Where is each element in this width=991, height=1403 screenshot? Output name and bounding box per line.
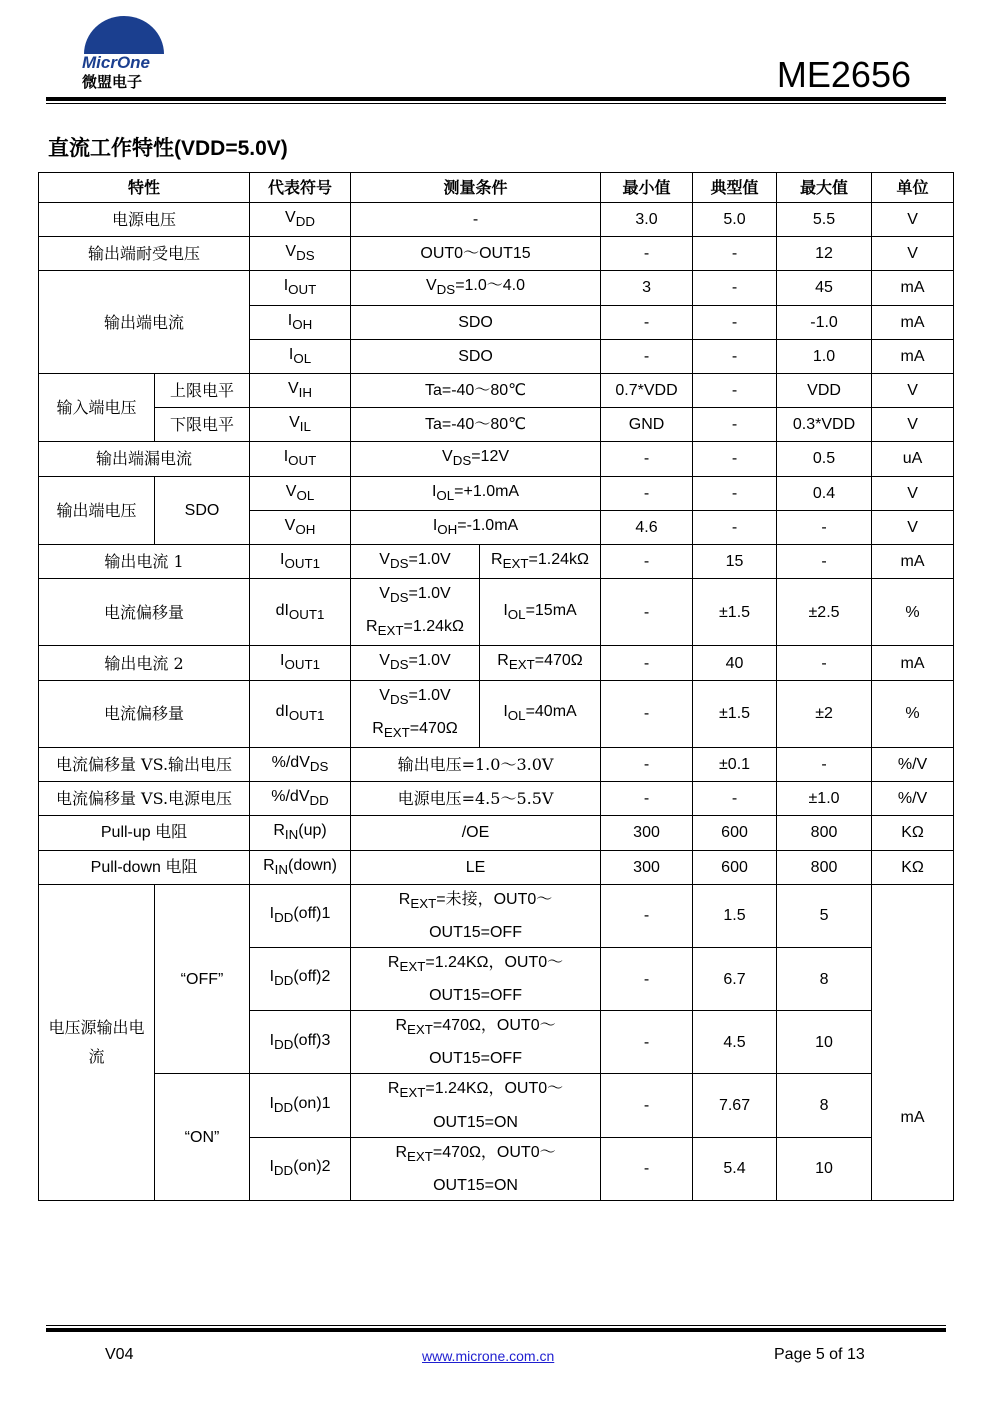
unit: %/V (872, 782, 954, 816)
condition: $I_{OH}=-1.0mA$ (351, 510, 601, 544)
table-row (39, 271, 954, 305)
symbol: $V_{IL}$ (250, 408, 351, 442)
symbol: $V_{DD}$ (250, 203, 351, 237)
typ-value: 15 (693, 544, 777, 578)
max-value: ±1.0 (777, 782, 872, 816)
min-value: GND (601, 408, 693, 442)
unit: mA (872, 884, 954, 1200)
param-name: 输出电流 2 (39, 646, 250, 680)
max-value: 5.5 (777, 203, 872, 237)
param-group-name: 电压源输出电流 (39, 884, 155, 1200)
table-row (39, 646, 954, 680)
col-header-typ: 典型值 (693, 173, 777, 203)
min-value: - (601, 579, 693, 646)
typ-value: - (693, 271, 777, 305)
min-value: 3.0 (601, 203, 693, 237)
symbol: $I_{OUT}$ (250, 271, 351, 305)
min-value: - (601, 782, 693, 816)
max-value: 45 (777, 271, 872, 305)
col-header-max: 最大值 (777, 173, 872, 203)
condition-a: $V_{DS}=1.0V$ $R_{EXT}=1.24k\Omega$ (351, 579, 480, 646)
min-value: - (601, 1074, 693, 1137)
unit: mA (872, 646, 954, 680)
typ-value: 6.7 (693, 947, 777, 1010)
min-value: - (601, 884, 693, 947)
typ-value: ±1.5 (693, 680, 777, 747)
unit: V (872, 237, 954, 271)
table-row (39, 579, 954, 646)
typ-value: 7.67 (693, 1074, 777, 1137)
max-value: 8 (777, 947, 872, 1010)
typ-value: - (693, 442, 777, 476)
param-name: 电流偏移量 (39, 579, 250, 646)
min-value: 300 (601, 816, 693, 850)
min-value: - (601, 476, 693, 510)
table-header-row (39, 173, 954, 203)
table-row (39, 816, 954, 850)
condition: - (351, 203, 601, 237)
col-header-unit: 单位 (872, 173, 954, 203)
symbol: $V_{OH}$ (250, 510, 351, 544)
symbol: $I_{OUT1}$ (250, 646, 351, 680)
symbol: $I_{OL}$ (250, 339, 351, 373)
condition: $I_{OL}=+1.0mA$ (351, 476, 601, 510)
col-header-min: 最小值 (601, 173, 693, 203)
unit: mA (872, 544, 954, 578)
min-value: - (601, 305, 693, 339)
state-label-on: “ON” (155, 1074, 250, 1200)
param-name: Pull-up 电阻 (39, 816, 250, 850)
param-group-name: 输出端电流 (39, 271, 250, 374)
condition-a: $V_{DS}=1.0V$ (351, 646, 480, 680)
typ-value: - (693, 408, 777, 442)
min-value: - (601, 947, 693, 1010)
col-header-symbol: 代表符号 (250, 173, 351, 203)
condition-b: $I_{OL}=15mA$ (480, 579, 601, 646)
table-row (39, 237, 954, 271)
condition: $R_{EXT}=470\Omega$，OUT0～ OUT15=ON (351, 1137, 601, 1200)
condition-a: $V_{DS}=1.0V$ (351, 544, 480, 578)
typ-value: 4.5 (693, 1011, 777, 1074)
min-value: - (601, 1011, 693, 1074)
symbol: $I_{OUT}$ (250, 442, 351, 476)
typ-value: 600 (693, 816, 777, 850)
header-rule-thin (46, 103, 946, 104)
typ-value: 40 (693, 646, 777, 680)
condition: Ta=-40～80℃ (351, 373, 601, 407)
typ-value: ±0.1 (693, 748, 777, 782)
page-number: Page 5 of 13 (774, 1346, 865, 1363)
param-name: 电流偏移量 VS.输出电压 (39, 748, 250, 782)
max-value: 800 (777, 850, 872, 884)
condition: 输出电压=1.0～3.0V (351, 748, 601, 782)
max-value: 10 (777, 1011, 872, 1074)
table-row (39, 203, 954, 237)
condition: 电源电压=4.5～5.5V (351, 782, 601, 816)
symbol: $I_{OUT1}$ (250, 544, 351, 578)
typ-value: - (693, 373, 777, 407)
symbol: $R_{IN}(up)$ (250, 816, 351, 850)
min-value: - (601, 544, 693, 578)
condition-a: $V_{DS}=1.0V$ $R_{EXT}=470\Omega$ (351, 680, 480, 747)
max-value: 10 (777, 1137, 872, 1200)
typ-value: - (693, 476, 777, 510)
condition-b: $R_{EXT}=470\Omega$ (480, 646, 601, 680)
max-value: - (777, 544, 872, 578)
symbol: $I_{DD}(on)1$ (250, 1074, 351, 1137)
condition-b: $R_{EXT}=1.24k\Omega$ (480, 544, 601, 578)
unit: V (872, 408, 954, 442)
table-row (39, 850, 954, 884)
typ-value: - (693, 782, 777, 816)
table-row (39, 476, 954, 510)
param-subname: 上限电平 (155, 373, 250, 407)
table-row (39, 680, 954, 747)
symbol: $V_{OL}$ (250, 476, 351, 510)
min-value: 3 (601, 271, 693, 305)
max-value: - (777, 510, 872, 544)
param-name: 电流偏移量 (39, 680, 250, 747)
condition: LE (351, 850, 601, 884)
unit: mA (872, 339, 954, 373)
param-name: 输出端漏电流 (39, 442, 250, 476)
symbol: $V_{DS}$ (250, 237, 351, 271)
unit: % (872, 579, 954, 646)
param-name: 电源电压 (39, 203, 250, 237)
symbol: $dI_{OUT1}$ (250, 579, 351, 646)
max-value: - (777, 748, 872, 782)
min-value: - (601, 680, 693, 747)
max-value: 5 (777, 884, 872, 947)
footer-rule-thin (46, 1325, 946, 1326)
max-value: 0.4 (777, 476, 872, 510)
typ-value: 5.4 (693, 1137, 777, 1200)
min-value: 0.7*VDD (601, 373, 693, 407)
typ-value: - (693, 305, 777, 339)
condition: SDO (351, 305, 601, 339)
min-value: - (601, 1137, 693, 1200)
param-name: 输出电流 1 (39, 544, 250, 578)
typ-value: ±1.5 (693, 579, 777, 646)
table-row (39, 408, 954, 442)
condition: OUT0～OUT15 (351, 237, 601, 271)
typ-value: - (693, 237, 777, 271)
footer-rule (46, 1328, 946, 1332)
max-value: 0.3*VDD (777, 408, 872, 442)
max-value: -1.0 (777, 305, 872, 339)
header-rule (46, 97, 946, 101)
unit: mA (872, 305, 954, 339)
table-row (39, 544, 954, 578)
condition-b: $I_{OL}=40mA$ (480, 680, 601, 747)
param-group-name: 输出端电压 (39, 476, 155, 544)
max-value: 0.5 (777, 442, 872, 476)
typ-value: 5.0 (693, 203, 777, 237)
condition: Ta=-40～80℃ (351, 408, 601, 442)
symbol: $R_{IN}(down)$ (250, 850, 351, 884)
unit: % (872, 680, 954, 747)
symbol: $I_{OH}$ (250, 305, 351, 339)
symbol: $\%/dV_{DD}$ (250, 782, 351, 816)
dc-characteristics-table (38, 172, 954, 1201)
table-row (39, 442, 954, 476)
max-value: ±2.5 (777, 579, 872, 646)
min-value: - (601, 442, 693, 476)
max-value: ±2 (777, 680, 872, 747)
symbol: $I_{DD}(off)3$ (250, 1011, 351, 1074)
col-header-characteristic: 特性 (39, 173, 250, 203)
document-version: V04 (105, 1346, 134, 1363)
company-logo (76, 14, 172, 94)
website-link[interactable]: www.microne.com.cn (422, 1348, 555, 1364)
unit: V (872, 203, 954, 237)
symbol: $I_{DD}(on)2$ (250, 1137, 351, 1200)
unit: uA (872, 442, 954, 476)
condition: $R_{EXT}=1.24K\Omega$，OUT0～ OUT15=ON (351, 1074, 601, 1137)
table-row (39, 1074, 954, 1137)
param-pin: SDO (155, 476, 250, 544)
logo-subtitle: 微盟电子 (82, 73, 143, 91)
symbol: $I_{DD}(off)2$ (250, 947, 351, 1010)
state-label-off: “OFF” (155, 884, 250, 1074)
condition: $R_{EXT}=1.24K\Omega$，OUT0～ OUT15=OFF (351, 947, 601, 1010)
typ-value: - (693, 510, 777, 544)
unit: KΩ (872, 816, 954, 850)
table-row (39, 748, 954, 782)
condition: $R_{EXT}=$未接，OUT0～ OUT15=OFF (351, 884, 601, 947)
min-value: - (601, 237, 693, 271)
min-value: 300 (601, 850, 693, 884)
condition: $R_{EXT}=470\Omega$，OUT0～ OUT15=OFF (351, 1011, 601, 1074)
unit: %/V (872, 748, 954, 782)
min-value: 4.6 (601, 510, 693, 544)
unit: KΩ (872, 850, 954, 884)
condition: /OE (351, 816, 601, 850)
unit: V (872, 510, 954, 544)
param-name: Pull-down 电阻 (39, 850, 250, 884)
min-value: - (601, 646, 693, 680)
max-value: 1.0 (777, 339, 872, 373)
logo-wordmark: MicrOne (82, 53, 151, 72)
unit: V (872, 373, 954, 407)
max-value: 12 (777, 237, 872, 271)
param-subname: 下限电平 (155, 408, 250, 442)
part-number: ME2656 (776, 54, 911, 95)
symbol: $dI_{OUT1}$ (250, 680, 351, 747)
max-value: 8 (777, 1074, 872, 1137)
table-row (39, 373, 954, 407)
unit: mA (872, 271, 954, 305)
param-group-name: 输入端电压 (39, 373, 155, 441)
table-row (39, 884, 954, 947)
max-value: VDD (777, 373, 872, 407)
param-name: 电流偏移量 VS.电源电压 (39, 782, 250, 816)
param-name: 输出端耐受电压 (39, 237, 250, 271)
condition: $V_{DS}=12V$ (351, 442, 601, 476)
symbol: $I_{DD}(off)1$ (250, 884, 351, 947)
typ-value: - (693, 339, 777, 373)
unit: V (872, 476, 954, 510)
typ-value: 1.5 (693, 884, 777, 947)
symbol: $V_{IH}$ (250, 373, 351, 407)
symbol: $\%/dV_{DS}$ (250, 748, 351, 782)
col-header-condition: 测量条件 (351, 173, 601, 203)
section-title: 直流工作特性(VDD=5.0V) (48, 137, 288, 160)
min-value: - (601, 339, 693, 373)
condition: $V_{DS}=1.0\sim 4.0$ (351, 271, 601, 305)
typ-value: 600 (693, 850, 777, 884)
condition: SDO (351, 339, 601, 373)
max-value: - (777, 646, 872, 680)
min-value: - (601, 748, 693, 782)
table-row (39, 782, 954, 816)
max-value: 800 (777, 816, 872, 850)
